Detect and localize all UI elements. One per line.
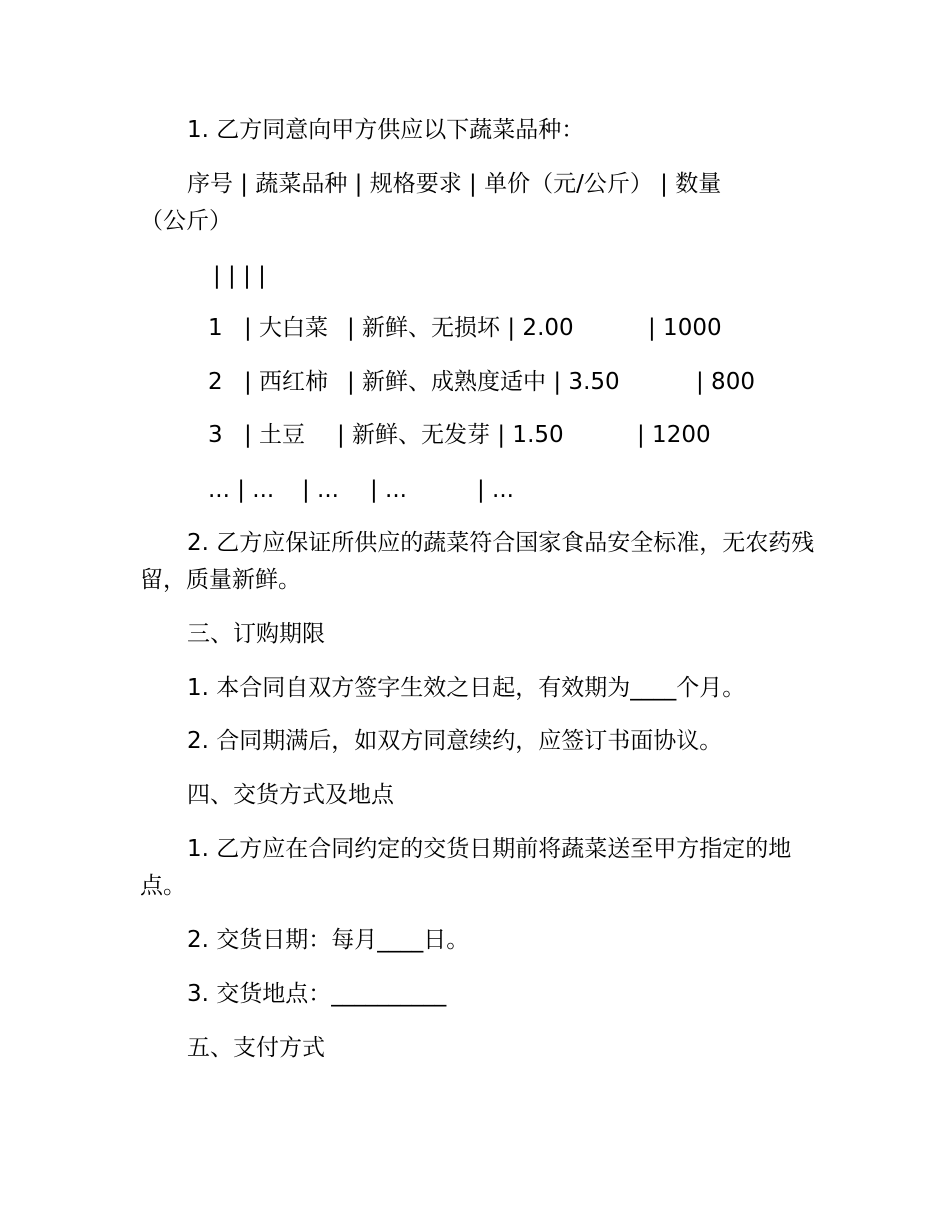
clause-1-text: 1. 乙方同意向甲方供应以下蔬菜品种： [187,117,585,143]
ellipsis-cell: | ... [302,477,339,503]
row-vegetable: | 西红柿 [244,369,329,395]
row-index: 2 [208,369,223,395]
row-index: 3 [208,422,223,448]
table-header-line2: （公斤） [140,208,232,234]
row-quantity: | 800 [696,369,755,395]
section-4-heading: 四、交货方式及地点 [187,782,394,808]
ellipsis-cell: ... | ... [208,477,275,503]
table-separator-row: | | | | [213,263,266,289]
ellipsis-cell: | ... [370,477,407,503]
section-5-heading: 五、支付方式 [187,1035,325,1061]
row-spec-price: | 新鲜、无发芽 | 1.50 [337,422,564,448]
row-spec-price: | 新鲜、成熟度适中 | 3.50 [347,369,620,395]
clause-2-text: 2. 乙方应保证所供应的蔬菜符合国家食品安全标准，无农药残留，质量新鲜。 [140,530,815,593]
row-vegetable: | 大白菜 [244,315,329,341]
term-clause-2: 2. 合同期满后，如双方同意续约，应签订书面协议。 [187,728,723,754]
term-clause-1: 1. 本合同自双方签字生效之日起，有效期为____个月。 [187,675,746,701]
row-spec-price: | 新鲜、无损坏 | 2.00 [347,315,574,341]
delivery-clause-2: 2. 交货日期：每月____日。 [187,927,470,953]
section-3-heading: 三、订购期限 [187,621,325,647]
row-quantity: | 1200 [637,422,711,448]
table-header-line1: 序号 | 蔬菜品种 | 规格要求 | 单价（元/公斤） | 数量 [187,171,722,197]
row-index: 1 [208,315,223,341]
delivery-clause-1: 1. 乙方应在合同约定的交货日期前将蔬菜送至甲方指定的地点。 [140,836,792,899]
row-quantity: | 1000 [648,315,722,341]
ellipsis-cell: | ... [477,477,514,503]
row-vegetable: | 土豆 [244,422,306,448]
delivery-clause-3: 3. 交货地点：__________ [187,981,447,1007]
